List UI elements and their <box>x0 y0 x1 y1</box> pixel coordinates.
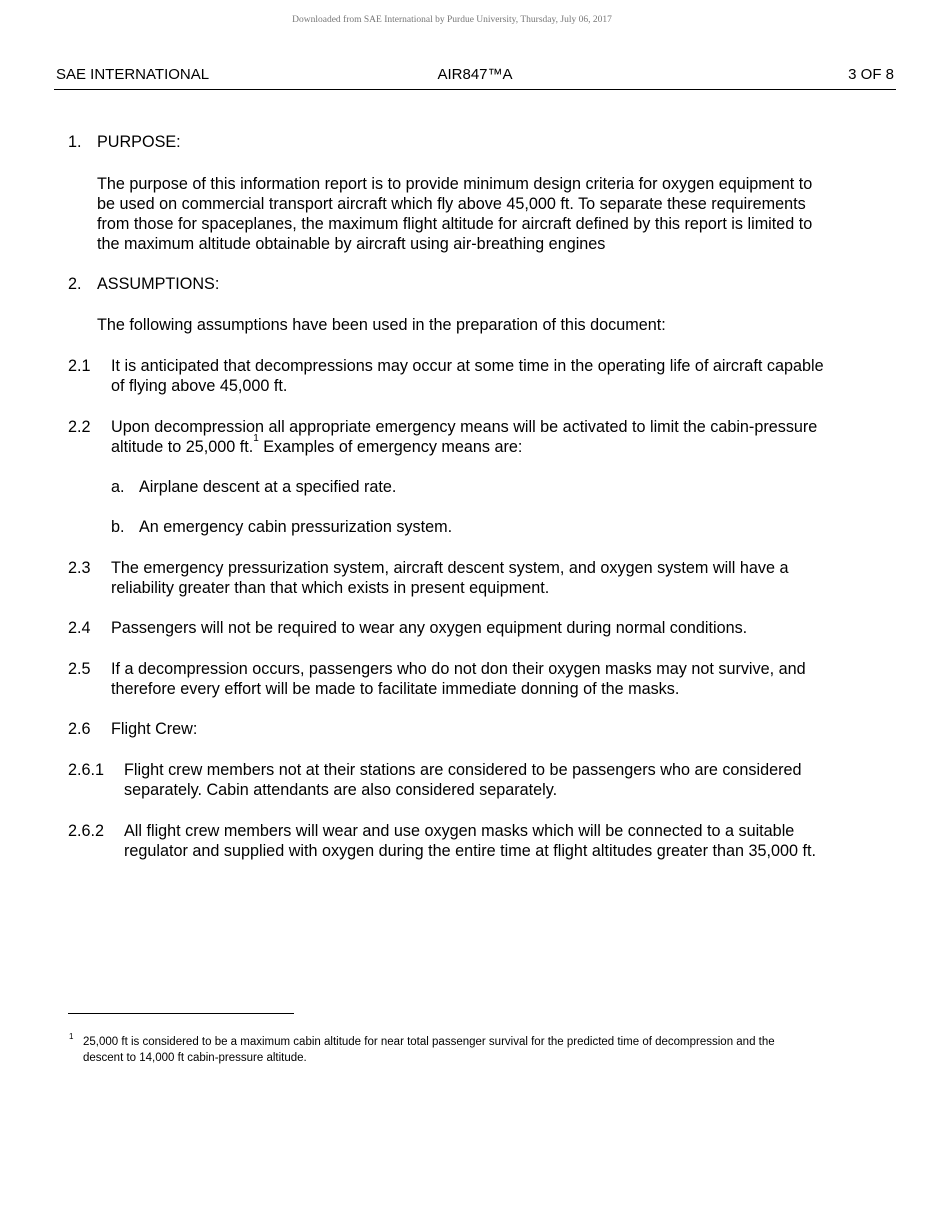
section-number: 2.5 <box>68 660 91 678</box>
download-notice: Downloaded from SAE International by Purdue University, Thursday, July 06, 2017 <box>292 15 612 25</box>
footnote-separator <box>68 1013 294 1014</box>
paragraph-line: All flight crew members will wear and use oxygen masks which will be connected to a suitable <box>124 822 795 840</box>
section-number: 2.6.1 <box>68 761 105 779</box>
paragraph-line: Flight crew members not at their stations are considered to be passengers who are considered <box>124 761 802 779</box>
section-number: 2.3 <box>68 559 91 577</box>
section-title: ASSUMPTIONS: <box>97 275 220 293</box>
text-run: altitude to 25,000 ft. <box>111 438 254 456</box>
section-number: 2. <box>68 275 82 293</box>
paragraph-line: separately. Cabin attendants are also considered separately. <box>124 781 558 799</box>
paragraph-line: If a decompression occurs, passengers who do not don their oxygen masks may not survive, and <box>111 660 806 678</box>
section-title: Flight Crew: <box>111 720 198 738</box>
list-item: Airplane descent at a specified rate. <box>139 478 397 496</box>
section-title: PURPOSE: <box>97 133 181 151</box>
paragraph-line: therefore every effort will be made to facilitate immediate donning of the masks. <box>111 680 680 698</box>
section-number: 2.6 <box>68 720 91 738</box>
list-marker: a. <box>111 478 125 496</box>
paragraph-line <box>111 433 523 457</box>
paragraph-line: The emergency pressurization system, aircraft descent system, and oxygen system will have a <box>111 559 789 577</box>
paragraph-line: The purpose of this information report is to provide minimum design criteria for oxygen equipment to <box>97 175 813 193</box>
list-item: An emergency cabin pressurization system. <box>139 518 453 536</box>
paragraph-line: be used on commercial transport aircraft which fly above 45,000 ft. To separate these requirements <box>97 195 806 213</box>
list-marker: b. <box>111 518 125 536</box>
paragraph-line: reliability greater than that which exists in present equipment. <box>111 579 550 597</box>
header-page-number: 3 OF 8 <box>848 66 894 83</box>
footnote-line: descent to 14,000 ft cabin-pressure altitude. <box>83 1052 307 1064</box>
paragraph-line: of flying above 45,000 ft. <box>111 377 288 395</box>
paragraph-line: regulator and supplied with oxygen during the entire time at flight altitudes greater than 35,000 ft. <box>124 842 816 860</box>
paragraph-line: It is anticipated that decompressions may occur at some time in the operating life of aircraft capable <box>111 357 824 375</box>
footnote-reference[interactable]: 1 <box>253 433 259 444</box>
header-rule <box>54 89 896 90</box>
paragraph-line: Upon decompression all appropriate emergency means will be activated to limit the cabin-pressure <box>111 418 818 436</box>
section-number: 2.1 <box>68 357 91 375</box>
header-organization: SAE INTERNATIONAL <box>56 66 210 83</box>
section-number: 2.6.2 <box>68 822 105 840</box>
text-run: Examples of emergency means are: <box>258 438 523 456</box>
header-document-id: AIR847™A <box>437 66 513 83</box>
paragraph-line: the maximum altitude obtainable by aircraft using air-breathing engines <box>97 235 606 253</box>
footnote-text <box>83 1034 775 1066</box>
paragraph-line: from those for spaceplanes, the maximum flight altitude for aircraft defined by this report is limited to <box>97 215 813 233</box>
paragraph-line: Passengers will not be required to wear any oxygen equipment during normal conditions. <box>111 619 748 637</box>
section-number: 1. <box>68 133 82 151</box>
footnote-mark: 1 <box>69 1032 74 1041</box>
section-number: 2.4 <box>68 619 91 637</box>
section-number: 2.2 <box>68 418 91 436</box>
footnote-line: 25,000 ft is considered to be a maximum cabin altitude for near total passenger survival for the predicted time of decompression and the <box>83 1036 775 1048</box>
paragraph-line: The following assumptions have been used in the preparation of this document: <box>97 316 666 334</box>
